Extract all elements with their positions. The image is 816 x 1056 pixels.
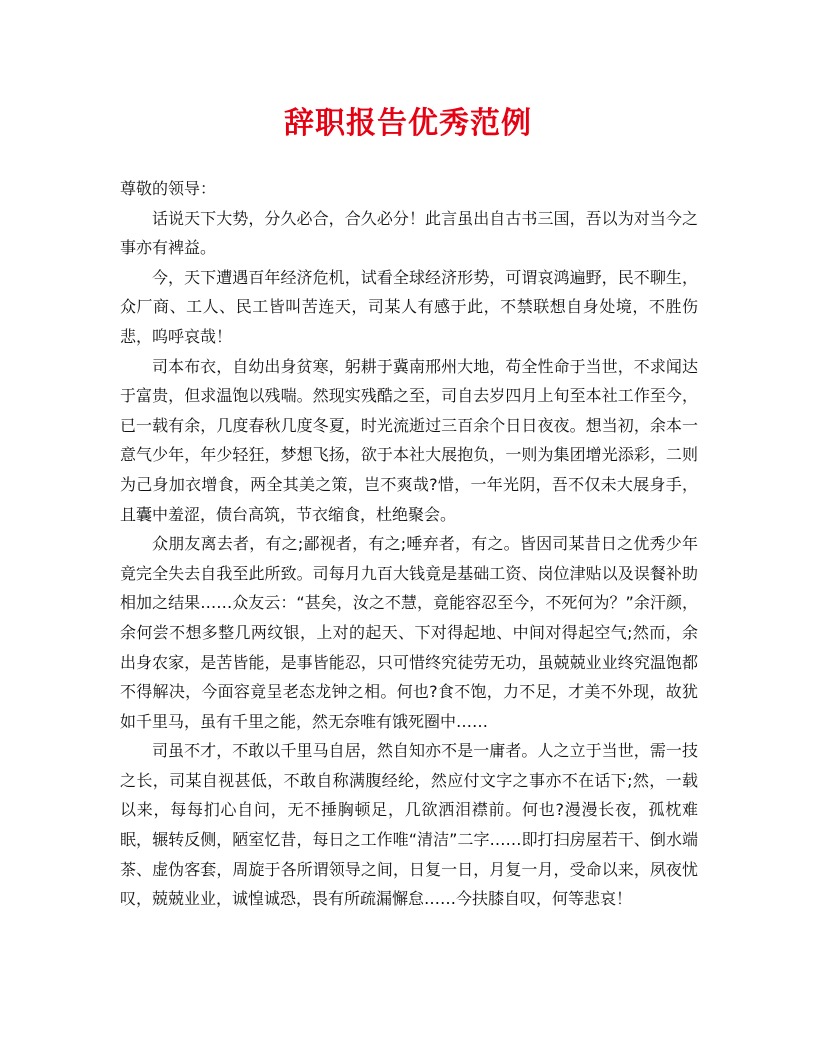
document-title: 辞职报告优秀范例 xyxy=(284,106,532,141)
paragraph-3: 司本布衣，自幼出身贫寒，躬耕于冀南邢州大地，苟全性命于当世，不求闻达于富贵，但求温饱以残喘。然现实残酷之至，司自去岁四月上旬至本社工作至今，已一载有余，几度春秋几度冬夏，时光流逝过三百余个日日夜夜。想当初，余本一意气少年，年少轻狂，梦想飞扬，欲于本社大展抱负，一则为集团增光添彩，二则为己身加衣增食，两全其美之策，岂不爽哉?惜，一年光阴，吾不仅未大展身手，且囊中羞涩，债台高筑，节衣缩食，杜绝聚会。 xyxy=(120,356,698,524)
paragraph-4: 众朋友离去者，有之;鄙视者，有之;唾弃者，有之。皆因司某昔日之优秀少年竟完全失去自我至此所致。司每月九百大钱竟是基础工资、岗位津贴以及误餐补助相加之结果……众友云：“甚矣，汝之不慧，竟能容忍至今，不死何为？”余汗颜，余何尝不想多整几两纹银，上对的起天、下对得起地、中间对得起空气;然而，余出身农家，是苦皆能，是事皆能忍，只可惜终究徒劳无功，虽兢兢业业终究温饱都不得解决，今面容竟呈老态龙钟之相。何也?食不饱，力不足，才美不外现，故犹如千里马，虽有千里之能，然无奈唯有饿死圈中…… xyxy=(120,534,698,731)
paragraph-5: 司虽不才，不敢以千里马自居，然自知亦不是一庸者。人之立于当世，需一技之长，司某自视甚低，不敢自称满腹经纶，然应付文字之事亦不在话下;然，一载以来，每每扪心自问，无不捶胸顿足，几欲洒泪襟前。何也?漫漫长夜，孤枕难眠，辗转反侧，陋室忆昔，每日之工作唯“清洁”二字……即打扫房屋若干、倒水端茶、虚伪客套，周旋于各所谓领导之间，日复一日，月复一月，受命以来，夙夜忧叹，兢兢业业，诚惶诚恐，畏有所疏漏懈怠……今扶膝自叹，何等悲哀！ xyxy=(120,741,698,909)
paragraph-2: 今，天下遭遇百年经济危机，试看全球经济形势，可谓哀鸿遍野，民不聊生，众厂商、工人、民工皆叫苦连天，司某人有感于此，不禁联想自身处境，不胜伤悲，呜呼哀哉！ xyxy=(120,267,698,346)
paragraph-1: 话说天下大势，分久必合，合久必分！此言虽出自古书三国，吾以为对当今之事亦有裨益。 xyxy=(120,208,698,258)
salutation: 尊敬的领导： xyxy=(120,179,217,198)
document-body xyxy=(120,174,698,914)
